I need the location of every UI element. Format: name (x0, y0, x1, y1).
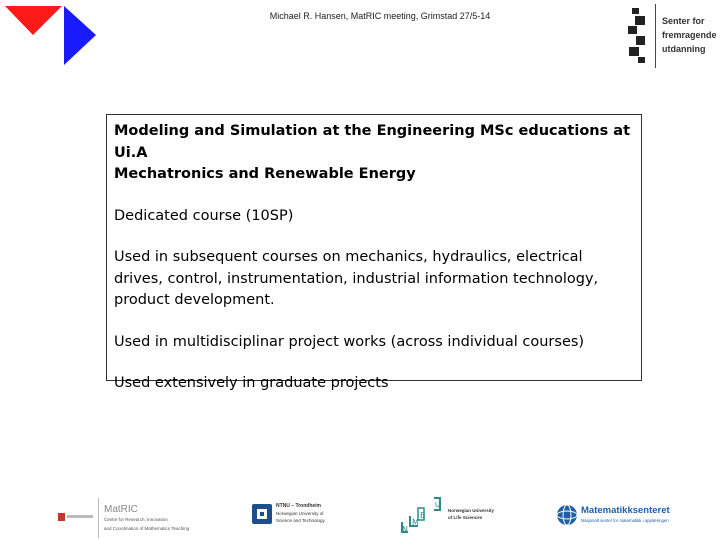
bullet-3: Used in multidisciplinar project works (across individual courses) (114, 333, 585, 350)
corner-triangles-logo (0, 0, 100, 70)
sff-line-2: fremragende (662, 30, 717, 40)
ntnu-line-2: Norwegian University of (276, 511, 324, 516)
matematikk-line-2: Nasjonalt senter for matematikk i opplæringen (581, 518, 669, 523)
sff-emblem-icon (626, 8, 650, 64)
header-meeting-info: Michael R. Hansen, MatRIC meeting, Grimstad 27/5-14 (269, 11, 491, 21)
title-line-1: Modeling and Simulation at the Engineering MSc educations at Ui.A (114, 123, 631, 161)
matematikk-name: Matematikksenteret (581, 505, 670, 516)
bullet-1: Dedicated course (10SP) (114, 207, 294, 224)
title-line-2: Mechatronics and Renewable Energy (114, 166, 416, 182)
ntnu-line-3: Science and Technology (276, 518, 325, 523)
matric-divider (98, 498, 99, 538)
matematikk-globe-icon (556, 504, 578, 526)
nmbu-logo (400, 496, 505, 534)
sff-divider (655, 4, 656, 68)
nmbu-line-1: Norwegian University (448, 508, 495, 513)
ntnu-logo (252, 502, 347, 528)
red-triangle (5, 6, 62, 35)
svg-text:U: U (435, 501, 441, 509)
matematikksenteret-logo (556, 502, 706, 530)
content-box (106, 114, 642, 391)
matric-line-2: and Coordination of Mathematics Teaching (104, 526, 190, 531)
uia-logo-icon (58, 512, 94, 522)
footer-logos (0, 490, 720, 540)
blue-triangle (64, 6, 96, 65)
ntnu-emblem-icon (252, 504, 272, 524)
ntnu-line-1: NTNU – Trondheim (276, 503, 322, 509)
nmbu-emblem-icon (400, 496, 442, 534)
sff-logo (622, 2, 720, 72)
svg-text:M: M (412, 518, 419, 527)
matric-line-1: Centre for Research, Innovation (104, 517, 168, 522)
sff-line-3: utdanning (662, 44, 706, 54)
svg-text:N: N (402, 525, 408, 534)
sff-logo-text (662, 14, 717, 56)
matric-name: MatRIC (104, 504, 138, 515)
svg-text:B: B (420, 511, 426, 520)
bullet-4: Used extensively in graduate projects (114, 375, 389, 391)
nmbu-line-2: of Life Sciences (448, 515, 483, 520)
bullet-2: Used in subsequent courses on mechanics, hydraulics, electrical drives, control, instrumentation, industrial information technology, product development. (114, 249, 599, 308)
sff-line-1: Senter for (662, 16, 705, 26)
matric-logo (58, 496, 203, 540)
content-title (114, 121, 633, 186)
